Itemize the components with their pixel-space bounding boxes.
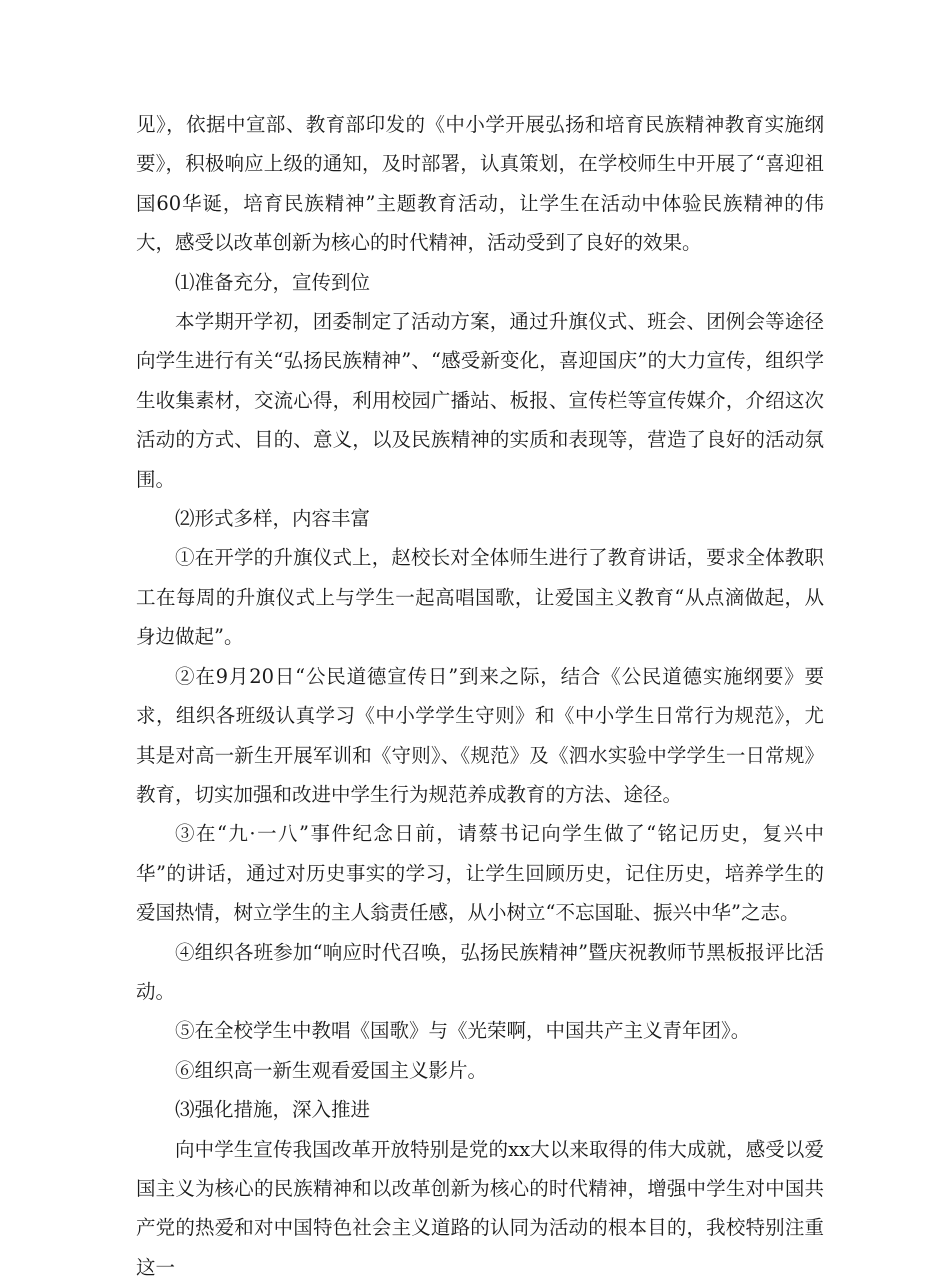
section-heading-preparation: ⑴准备充分，宣传到位 — [175, 270, 371, 294]
section-heading-forms: ⑵形式多样，内容丰富 — [175, 507, 371, 531]
document-body — [136, 105, 824, 1287]
paragraph-measures: 向中学生宣传我国改革开放特别是党的xx大以来取得的伟大成就，感受以爱国主义为核心的民族精神和以改革创新为核心的时代精神，增强中学生对中国共产党的热爱和对中国特色社会主义道路的认同为活动的根本目的，我校特别注重这一 — [136, 1137, 824, 1279]
list-item-918-memorial: ③在“九·一八”事件纪念日前，请蔡书记向学生做了“铭记历史，复兴中华”的讲话，通过对历史事实的学习，让学生回顾历史，记住历史，培养学生的爱国热情，树立学生的主人翁责任感，从小树立“不忘国耻、振兴中华”之志。 — [136, 822, 824, 925]
paragraph-continuation: 见》，依据中宣部、教育部印发的《中小学开展弘扬和培育民族精神教育实施纲要》，积极响应上级的通知，及时部署，认真策划，在学校师生中开展了“喜迎祖国60华诞，培育民族精神”主题教育活动，让学生在活动中体验民族精神的伟大，感受以改革创新为核心的时代精神，活动受到了良好的效果。 — [136, 113, 824, 255]
list-item-anthem-singing: ⑤在全校学生中教唱《国歌》与《光荣啊，中国共产主义青年团》。 — [175, 1019, 751, 1043]
section-heading-measures: ⑶强化措施，深入推进 — [175, 1098, 371, 1122]
list-item-flag-ceremony: ①在开学的升旗仪式上，赵校长对全体师生进行了教育讲话，要求全体教职工在每周的升旗仪式上与学生一起高唱国歌，让爱国主义教育“从点滴做起，从身边做起”。 — [136, 546, 824, 649]
list-item-patriotic-film: ⑥组织高一新生观看爱国主义影片。 — [175, 1058, 488, 1082]
list-item-civic-morality: ②在9月20日“公民道德宣传日”到来之际，结合《公民道德实施纲要》要求，组织各班级认真学习《中小学学生守则》和《中小学生日常行为规范》，尤其是对高一新生开展军训和《守则》、《规范》及《泗水实验中学学生一日常规》教育，切实加强和改进中学生行为规范养成教育的方法、途径。 — [136, 664, 824, 806]
paragraph-preparation: 本学期开学初，团委制定了活动方案，通过升旗仪式、班会、团例会等途径向学生进行有关“弘扬民族精神”、“感受新变化，喜迎国庆”的大力宣传，组织学生收集素材，交流心得，利用校园广播站、板报、宣传栏等宣传媒介，介绍这次活动的方式、目的、意义，以及民族精神的实质和表现等，营造了良好的活动氛围。 — [136, 310, 824, 491]
list-item-blackboard-contest: ④组织各班参加“响应时代召唤，弘扬民族精神”暨庆祝教师节黑板报评比活动。 — [136, 940, 824, 1003]
